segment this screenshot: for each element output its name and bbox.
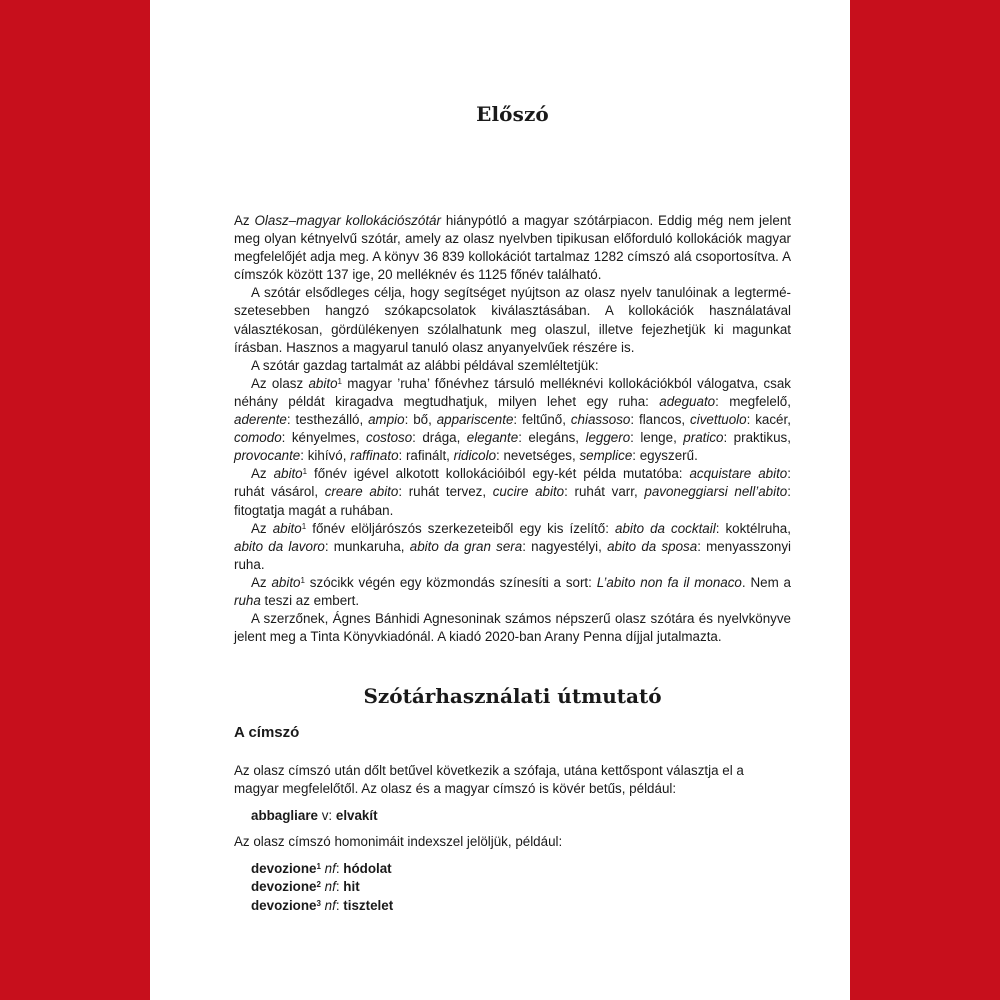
left-red-band [0, 0, 150, 1000]
text: Az [251, 520, 273, 536]
text: szócikk végén egy közmondás színesíti a sort: [304, 574, 597, 590]
collocation-term: leggero [585, 430, 631, 446]
collocation-term: civettuolo [690, 412, 747, 428]
homonym-list [234, 860, 791, 914]
guide-body [234, 762, 791, 915]
collocation-meaning: : nagyestélyi [522, 538, 599, 554]
example-entry: abbagliare v: elvakít [251, 808, 378, 824]
homonym-index: 1 [302, 467, 308, 477]
collocation-term: pavoneggiarsi nell’abito [644, 484, 788, 500]
headword: abito [308, 375, 338, 391]
preface-paragraph-7 [234, 574, 791, 610]
collocation-term: abito da sposa [607, 538, 698, 554]
homonym-entry: devozione$^2$ nf: hit [251, 879, 360, 895]
headword: abito [271, 574, 301, 590]
collocation-term: ridicolo [453, 448, 497, 464]
text: hiánypótló a magyar szótárpiacon. Eddig még nem jelent meg olyan kétnyelvű szótár, amely az olasz nyelvben tipikusan előforduló kollokációk magyar megfelelőjét adja meg. A könyv 36 839 kollokációt tartalmaz 1282 címszó alá csoportosítva. A címszók között 137 ige, 20 melléknév és 1125 főnév található. [234, 213, 791, 283]
collocation-term: raffinato [350, 448, 399, 464]
entry-translation: hit [343, 879, 360, 895]
homonym-index: 1 [300, 575, 305, 585]
collocation-term: pratico [683, 430, 724, 446]
collocation-meaning: : bő [404, 412, 429, 428]
collocation-term: abito da gran sera [409, 538, 523, 554]
text: főnév igével alkotott kollokációiból egy-két példa mutatóba: [307, 466, 690, 482]
homonym-index: 1 [337, 376, 342, 386]
collocation-list: acquistare abito: ruhát vásárol, creare abito: ruhát tervez, cucire abito: ruhát varr, pavoneggiarsi nell’abito: fitogtatja magát a ruhában. [234, 466, 791, 518]
collocation-meaning: : fitogtatja magát a ruhában [234, 484, 791, 518]
collocation-meaning: : kacér [746, 412, 788, 428]
entry-translation: elvakít [335, 808, 378, 824]
collocation-meaning: : menyasszonyi ruha [234, 538, 791, 572]
entry-headword: devozione [251, 897, 317, 913]
spacer [234, 825, 791, 833]
text: Az [234, 213, 255, 228]
collocation-list: adeguato: megfelelő, aderente: testhezálló, ampio: bő, appariscente: feltűnő, chiassoso: flancos, civettuolo: kacér, comodo: kényelmes, costoso: drága, elegante: elegáns, leggero: lenge, pratico: praktikus, provocante: kihívó, raffinato: rafinált, ridicolo: nevetséges, semplice: egyszerű. [234, 393, 791, 464]
guide-paragraph-1: Az olasz címszó után dőlt betűvel következik a szófaja, utána kettőspont választja el a magyar megfelelőtől. Az olasz és a magyar címszó is kövér betűs, például: [234, 763, 744, 797]
text: magyar ’ruha’ főnévhez társuló melléknévi kollokációkból válogatva, csak néhány példát kiragadva megtudhatjuk, milyen lehet egy ruha: [234, 375, 792, 409]
collocation-term: ampio [368, 412, 405, 428]
collocation-meaning: : kényelmes [281, 430, 356, 446]
part-of-speech: nf [324, 897, 336, 913]
collocation-term: costoso [366, 430, 413, 446]
collocation-term: provocante [234, 448, 301, 464]
collocation-term: aderente [234, 412, 287, 428]
text: Az [251, 574, 272, 590]
collocation-term: semplice [579, 448, 633, 464]
proverb: L’abito non fa il monaco [596, 574, 742, 590]
entry-translation: hódolat [343, 861, 392, 877]
text: főnév elöljárószós szerkezeteiből egy kis ízelítő: [306, 520, 615, 536]
collocation-meaning: : kihívó [300, 448, 343, 464]
collocation-meaning: : testhezálló [286, 412, 360, 428]
collocation-meaning: : flancos [630, 412, 682, 428]
preface-title: Előszó [476, 102, 549, 126]
part-of-speech: v [321, 808, 329, 824]
preface-paragraph-5 [234, 465, 791, 519]
collocation-term: abito da lavoro [234, 538, 325, 554]
collocation-term: comodo [234, 430, 282, 446]
text: teszi az embert. [260, 592, 360, 608]
guide-paragraph-2: Az olasz címszó homonimáit indexszel jelöljük, például: [234, 834, 563, 850]
headword: abito [272, 520, 302, 536]
homonym-index: 1 [316, 862, 321, 872]
collocation-meaning: : rafinált [398, 448, 447, 464]
entry-headword: devozione [251, 879, 317, 895]
preface-paragraph-8: A szerzőnek, Ágnes Bánhidi Agnesoninak számos népszerű olasz szótára és nyelvkönyve jelent meg a Tinta Könyvkiadónál. A kiadó 2020-ban Arany Penna díjjal jutalmazta. [234, 611, 791, 645]
part-of-speech: nf [324, 861, 336, 877]
homonym-entry: devozione$^1$ nf: hódolat [251, 861, 392, 877]
collocation-meaning: : koktélruha [715, 520, 788, 536]
entry-headword: devozione [251, 861, 317, 877]
book-title: Olasz–magyar kollokációszótár [254, 213, 441, 228]
headword: ruha [234, 592, 261, 608]
homonym-index: 2 [316, 880, 321, 890]
entry-headword: abbagliare [251, 808, 318, 824]
collocation-meaning: : ruhát varr [564, 484, 634, 500]
text: Az [251, 466, 274, 482]
spacer [234, 851, 791, 860]
collocation-term: cucire abito [492, 484, 565, 500]
guide-subtitle: A címszó [234, 724, 300, 741]
collocation-term: creare abito [324, 484, 399, 500]
preface-paragraph-1 [234, 212, 791, 284]
collocation-meaning: : ruhát tervez [398, 484, 483, 500]
collocation-meaning: : munkaruha [324, 538, 401, 554]
collocation-meaning: : feltűnő [513, 412, 563, 428]
preface-paragraph-3: A szótár gazdag tartalmát az alábbi példával szemléltetjük: [251, 357, 599, 373]
collocation-meaning: : praktikus [723, 430, 788, 446]
collocation-meaning: : egyszerű [632, 448, 695, 464]
collocation-meaning: : drága [412, 430, 457, 446]
collocation-meaning: : nevetséges [496, 448, 572, 464]
headword: abito [273, 466, 303, 482]
collocation-meaning: : ruhát vásárol [234, 466, 791, 500]
right-red-band [850, 0, 1000, 1000]
homonym-index: 3 [316, 898, 321, 908]
preface-paragraph-4 [234, 375, 791, 465]
spacer [234, 798, 791, 807]
collocation-term: abito da cocktail [615, 520, 716, 536]
preface-paragraph-6 [234, 520, 791, 574]
homonym-index: 1 [301, 521, 307, 531]
collocation-term: adeguato [659, 393, 716, 409]
collocation-term: elegante [466, 430, 519, 446]
homonym-entry: devozione$^3$ nf: tisztelet [251, 897, 394, 913]
collocation-meaning: : megfelelő [715, 393, 788, 409]
entry-translation: tisztelet [343, 897, 394, 913]
collocation-term: acquistare abito [689, 466, 788, 482]
collocation-term: appariscente [436, 412, 514, 428]
preface-paragraph-2: A szótár elsődleges célja, hogy segítséget nyújtson az olasz nyelv tanulóinak a legtermészetesebben hangzó szókapcsolatok kiválasztásában. A kollokációk használatával választékosan, gördülékenyen szólalhatunk meg olaszul, illetve fejezhetjük ki magunkat írásban. Hasznos a magyarul tanuló olasz anyanyelvűek részére is. [234, 285, 791, 355]
collocation-list: abito da cocktail: koktélruha, abito da lavoro: munkaruha, abito da gran sera: nagyestélyi, abito da sposa: menyasszonyi ruha. [234, 520, 791, 572]
text: Az olasz [251, 375, 309, 391]
guide-title: Szótárhasználati útmutató [363, 684, 662, 708]
collocation-meaning: : lenge [630, 430, 674, 446]
preface-body [234, 212, 791, 646]
collocation-meaning: : elegáns [518, 430, 576, 446]
book-page [150, 0, 850, 1000]
part-of-speech: nf [324, 879, 336, 895]
text: . Nem a [741, 574, 792, 590]
collocation-term: chiassoso [570, 412, 631, 428]
